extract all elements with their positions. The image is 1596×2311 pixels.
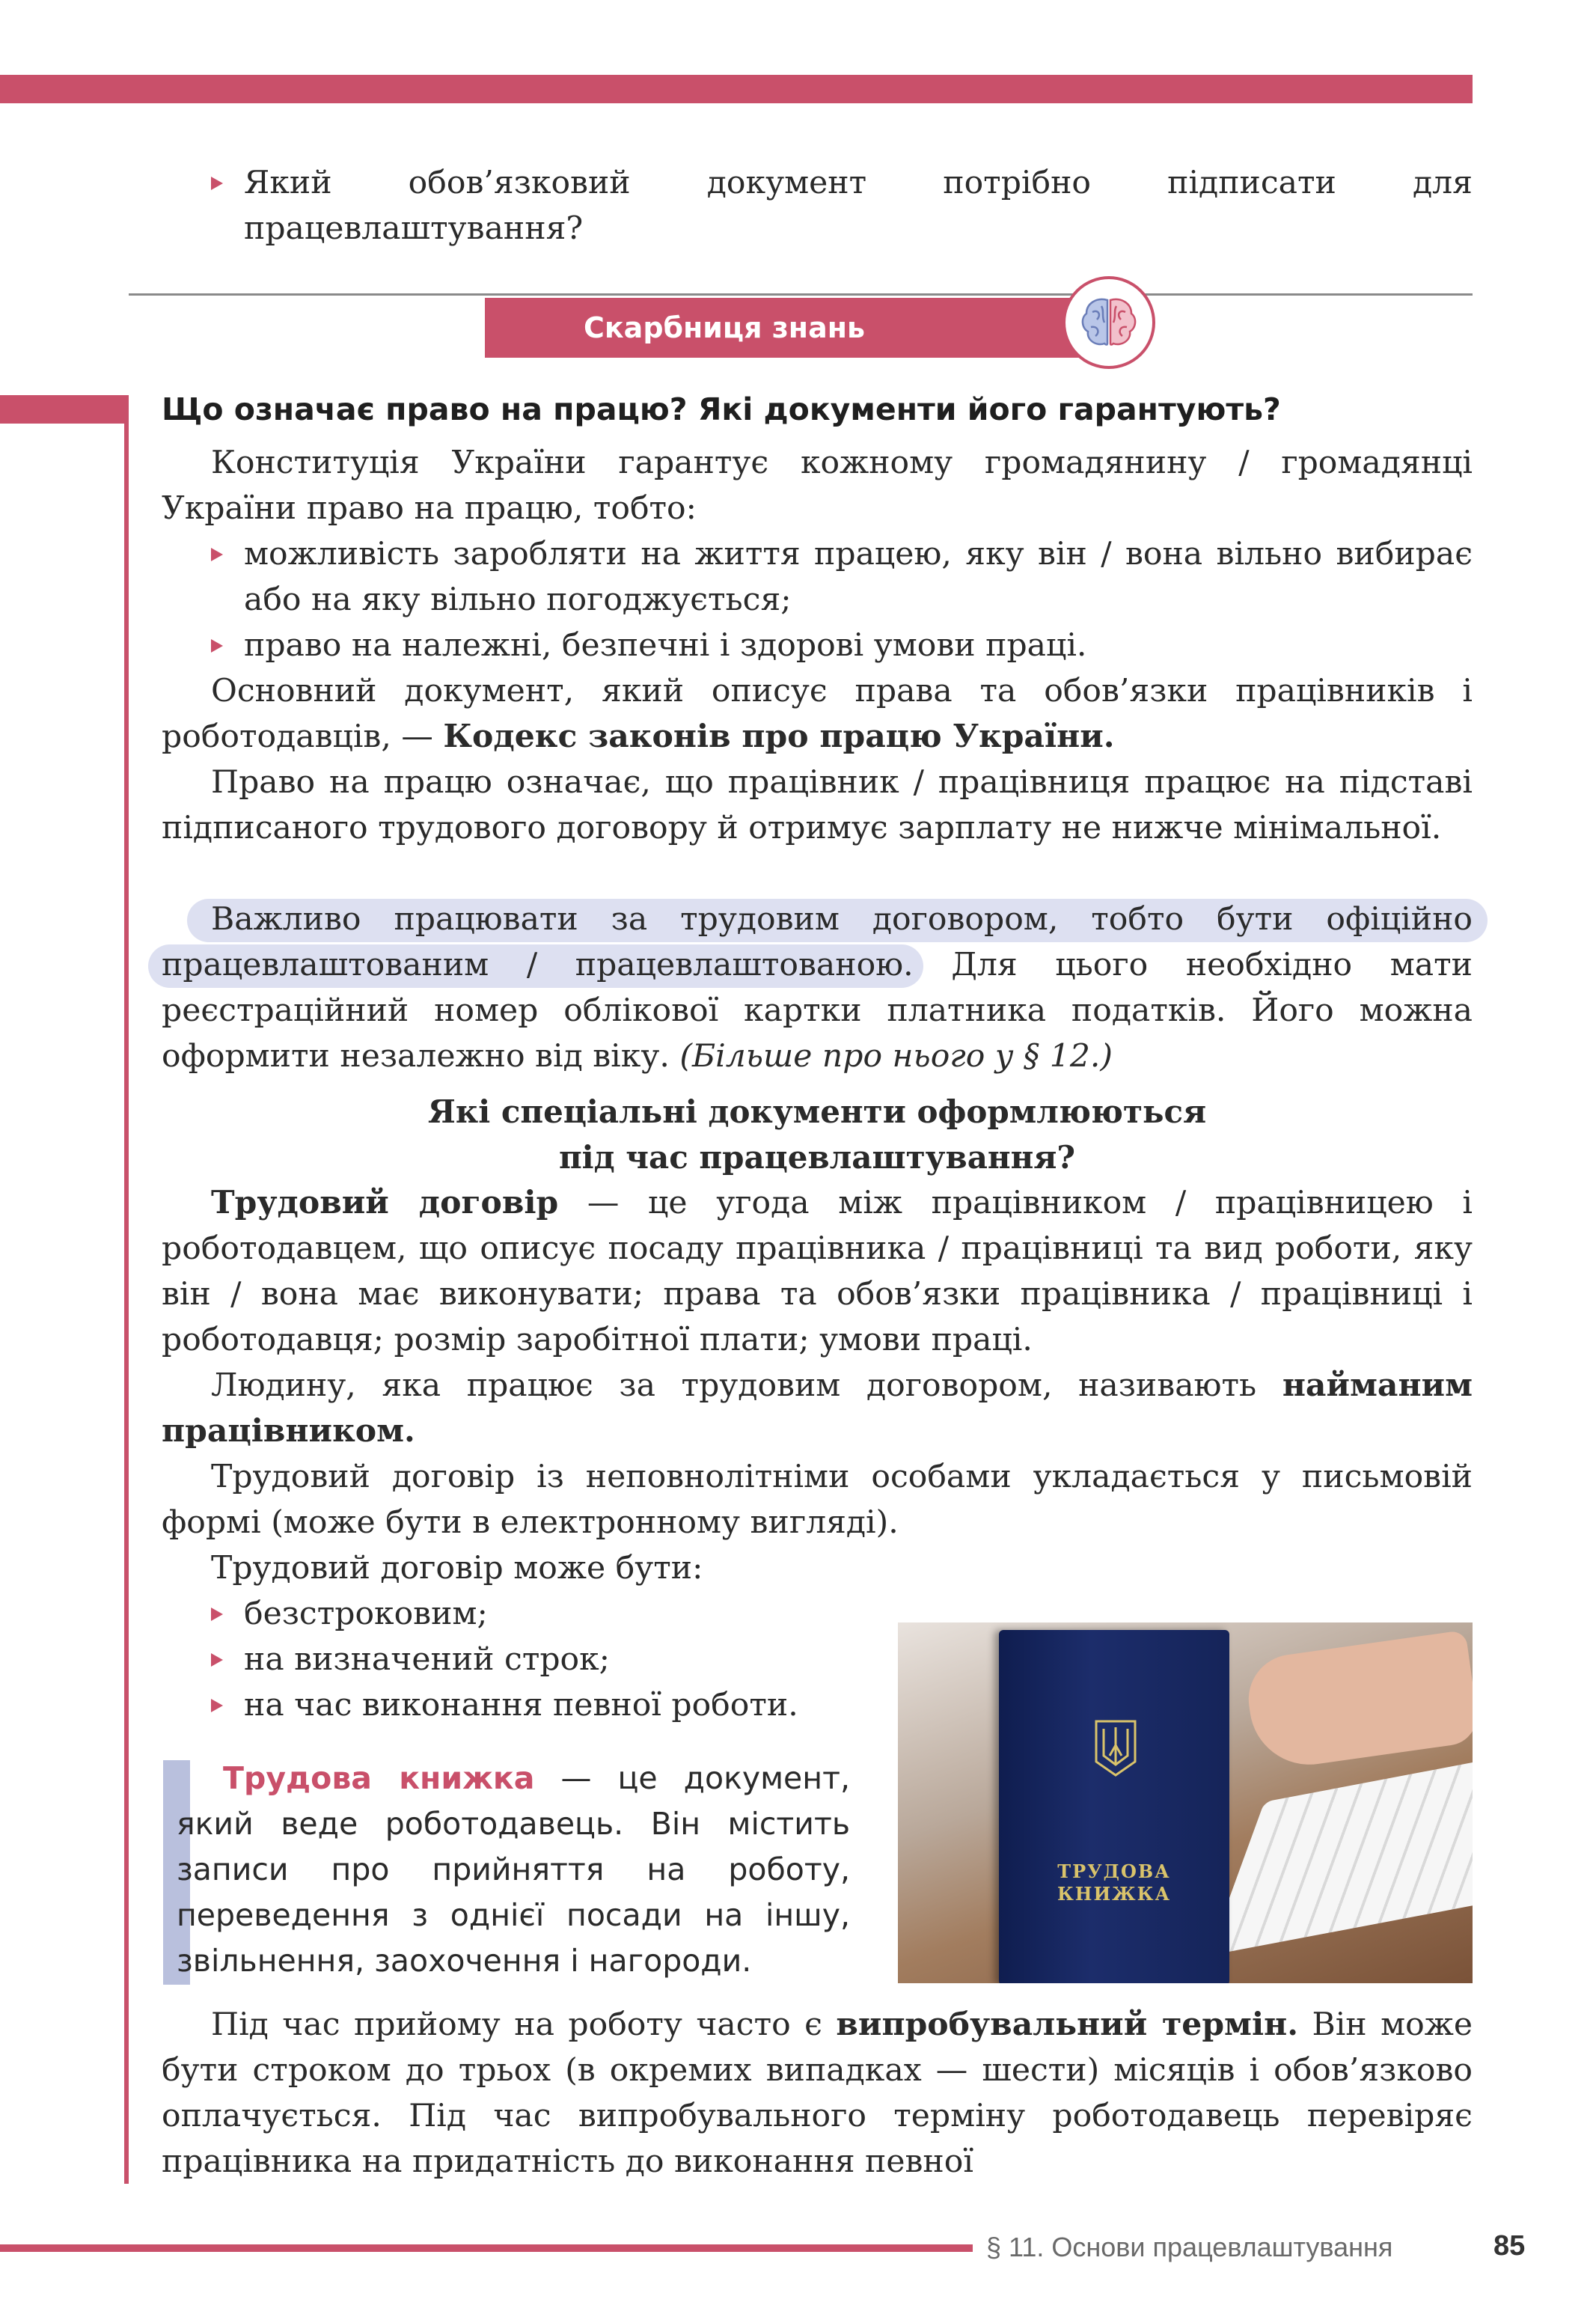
probation-text: Під час прийому на роботу часто є [211, 2006, 822, 2043]
paragraph-labor-code [162, 668, 1473, 760]
bullet-triangle-icon [211, 548, 223, 561]
paragraph-contract [162, 1180, 1473, 1363]
footer-accent-bar [0, 2244, 973, 2252]
section-banner [485, 298, 1083, 358]
paragraph-contract-types-intro [162, 1545, 1473, 1591]
contract-types-list [162, 1591, 880, 1728]
contract-types-intro-text: Трудовий договір може бути: [211, 1550, 703, 1587]
bullet-triangle-icon [211, 1653, 223, 1667]
rights-list [162, 531, 1473, 668]
sub-heading-line: під час працевлаштування? [558, 1139, 1076, 1176]
probation-term: випробувальний термін. [836, 2006, 1299, 2043]
important-highlighted-text: Важливо працювати за трудовим договором, тобто бути офіційно працевлаштованим / працевлаштованою. [162, 901, 1473, 983]
intro-question-item [162, 160, 1473, 251]
employee-text: Людину, яка працює за трудовим договором, називають [211, 1367, 1257, 1404]
paragraph-constitution-text: Конституція України гарантує кожному громадянину / громадянці України право на працю, тобто: [162, 445, 1473, 527]
sub-heading-line: Які спеціальні документи оформлюються [427, 1093, 1207, 1130]
contract-definition: — це угода між працівником / працівницею і роботодавцем, що описує посаду працівника / працівниці та вид роботи, яку він / вона має виконувати; права та обов’язки працівника / працівниці і роботодавця; розмір заробітної плати; умови праці. [162, 1185, 1473, 1358]
workbook-definition [177, 1756, 850, 1984]
book-title-line: КНИЖКА [1057, 1883, 1172, 1905]
keyboard-shape [1208, 1746, 1473, 1956]
important-text: Для цього необхідно мати реєстраційний номер облікової картки платника податків. Його можна оформити незалежно від віку. [162, 947, 1473, 1075]
section-banner-title: Скарбниця знань [584, 311, 865, 344]
footer-section-title: § 11. Основи працевлаштування [986, 2232, 1393, 2262]
bullet-triangle-icon [211, 1699, 223, 1712]
trident-icon [1093, 1718, 1138, 1778]
paragraph-probation [162, 2002, 1473, 2185]
minors-text: Трудовий договір із неповнолітніми особами укладається у письмовій формі (може бути в електронному вигляді). [162, 1459, 1473, 1541]
paragraph-employee [162, 1363, 1473, 1454]
contract-type-item [162, 1591, 880, 1637]
sub-heading [162, 1089, 1473, 1180]
rights-list-item [162, 531, 1473, 623]
page-number: 85 [1493, 2230, 1526, 2262]
rights-item-text: право на належні, безпечні і здорові умови праці. [244, 627, 1087, 664]
bullet-triangle-icon [211, 1608, 223, 1621]
intro-question-list [162, 160, 1473, 251]
probation-rest-text: Він може бути строком до трьох (в окремих випадках — шести) місяців і обов’язково оплачується. Під час випробувального терміну роботодавець перевіряє працівника на придатність до виконання певної [162, 2006, 1473, 2180]
employee-term: найманим працівником. [162, 1367, 1473, 1450]
contract-type-item [162, 1637, 880, 1682]
book-title-line: ТРУДОВА [1057, 1860, 1171, 1882]
rights-list-item [162, 623, 1473, 668]
paragraph-right-meaning [162, 760, 1473, 851]
contract-type-text: безстроковим; [244, 1596, 488, 1632]
workbook-definition-text: — це документ, який веде роботодавець. Він містить записи про прийняття на роботу, переведення з однієї посади на іншу, звільнення, заохочення і нагороди. [177, 1760, 850, 1979]
paragraph-important [162, 897, 1473, 1079]
top-accent-bar [0, 75, 1473, 103]
contract-type-text: на визначений строк; [244, 1641, 610, 1678]
paragraph-minors [162, 1454, 1473, 1545]
bullet-triangle-icon [211, 639, 223, 653]
right-meaning-text: Право на працю означає, що працівник / працівниця працює на підставі підписаного трудового договору й отримує зарплату не нижче мінімальної. [162, 764, 1473, 846]
work-record-book [999, 1630, 1229, 1983]
intro-question-text: Який обов’язковий документ потрібно підписати для працевлаштування? [244, 165, 1473, 247]
contract-term: Трудовий договір [211, 1184, 559, 1221]
paragraph-constitution [162, 440, 1473, 531]
labor-code-text: Основний документ, який описує права та обов’язки працівників і роботодавців, — [162, 673, 1473, 755]
book-title [999, 1860, 1229, 1905]
question-heading: Що означає право на працю? Які документи його гарантують? [162, 391, 1281, 427]
hand-shape [1243, 1630, 1473, 1772]
workbook-term: Трудова книжка [223, 1760, 535, 1796]
cross-reference: (Більше про нього у § 12.) [679, 1038, 1113, 1075]
section-divider [129, 293, 1473, 296]
contract-type-text: на час виконання певної роботи. [244, 1687, 798, 1724]
left-accent-tab [0, 395, 129, 424]
left-accent-rule [124, 395, 129, 2184]
contract-type-item [162, 1682, 880, 1728]
brain-icon [1063, 276, 1155, 369]
labor-code-title: Кодекс законів про працю України. [443, 718, 1115, 755]
bullet-triangle-icon [211, 177, 223, 190]
work-record-book-photo [898, 1622, 1473, 1983]
rights-item-text: можливість заробляти на життя працею, яку він / вона вільно вибирає або на яку вільно погоджується; [244, 536, 1473, 618]
